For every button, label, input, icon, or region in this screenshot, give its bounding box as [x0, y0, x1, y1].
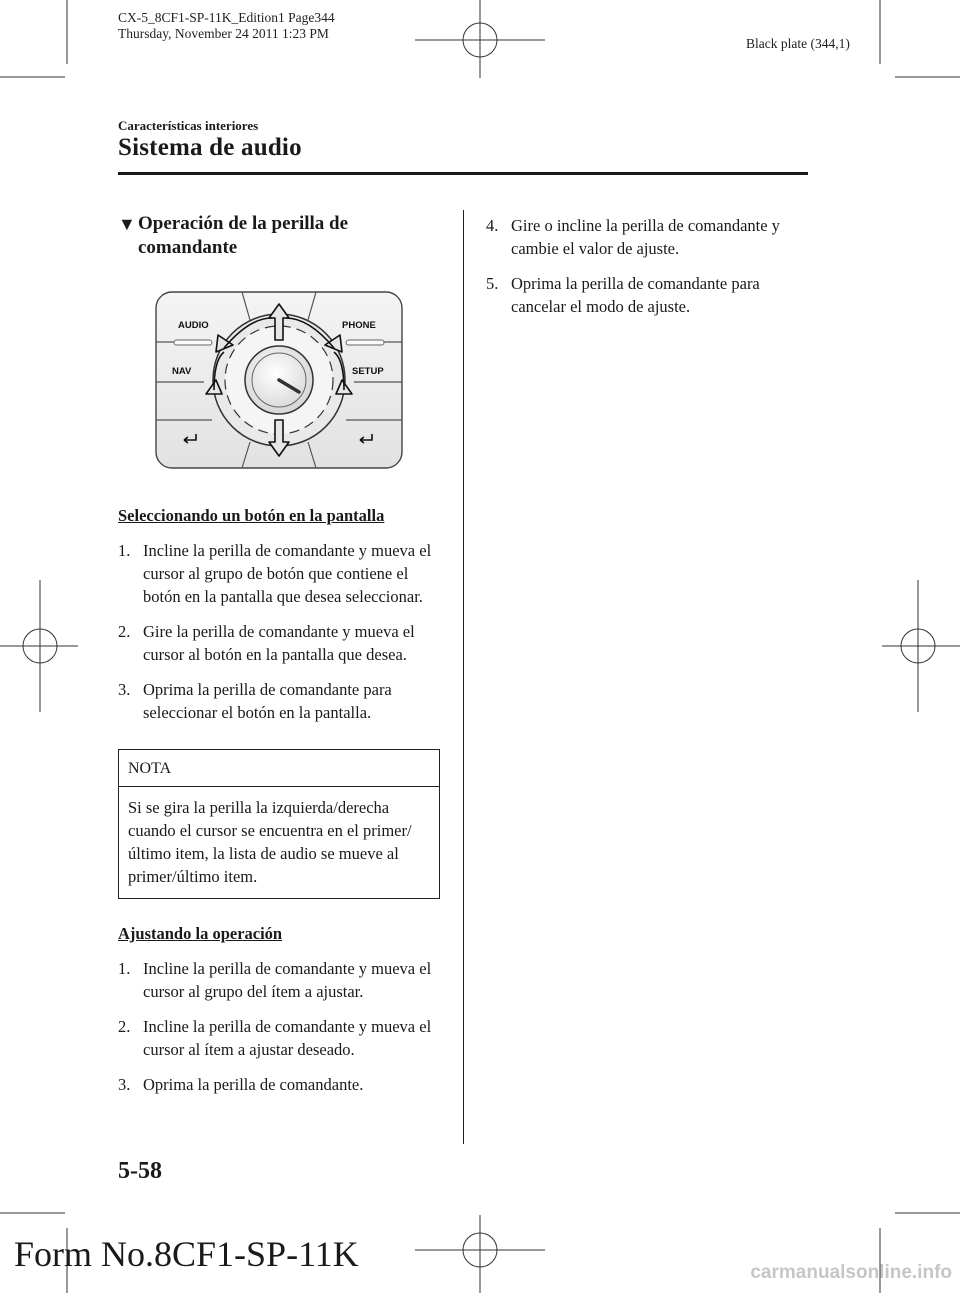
note-title: NOTA [119, 750, 439, 787]
print-header-date: Thursday, November 24 2011 1:23 PM [118, 26, 329, 41]
section-heading-text: Operación de la perilla de comandante [138, 213, 349, 258]
step-text: Incline la perilla de comandante y mueva el cursor al ítem a ajustar deseado. [143, 1017, 432, 1059]
note-body: Si se gira la perilla la izquierda/derecha cuando el cursor se encuentra en el primer/último item, la lista de audio se mueve al primer/último item. [128, 798, 412, 886]
step-text: Incline la perilla de comandante y mueva el cursor al grupo del ítem a ajustar. [143, 959, 432, 1001]
step-text: Incline la perilla de comandante y mueva el cursor al grupo de botón que contiene el botón en la pantalla que desea seleccionar. [143, 541, 432, 606]
column-divider [463, 210, 464, 1144]
print-header [118, 10, 335, 42]
list-item [118, 678, 440, 724]
subheading-adjust: Ajustando la operación [118, 924, 283, 943]
step-number: 3. [118, 680, 131, 699]
list-item [118, 620, 440, 666]
nav-button-label: NAV [172, 366, 192, 377]
setup-button-label: SETUP [352, 366, 384, 377]
page-title: Sistema de audio [118, 134, 302, 161]
step-text: Oprima la perilla de comandante para cancelar el modo de ajuste. [511, 274, 760, 316]
step-number: 1. [118, 959, 131, 978]
print-plate: Black plate (344,1) [746, 36, 850, 51]
list-item [118, 957, 440, 1003]
section-label: Características interiores [118, 118, 259, 133]
list-item [486, 272, 808, 318]
step-number: 3. [118, 1075, 131, 1094]
step-text: Gire o incline la perilla de comandante y cambie el valor de ajuste. [511, 216, 780, 258]
page-number: 5-58 [118, 1158, 162, 1184]
step-number: 2. [118, 622, 131, 641]
down-triangle-icon: ▼ [118, 214, 136, 234]
subheading-select-button: Seleccionando un botón en la pantalla [118, 506, 385, 525]
list-item [118, 1015, 440, 1061]
step-text: Oprima la perilla de comandante. [143, 1075, 364, 1094]
form-number: Form No.8CF1-SP-11K [14, 1234, 359, 1274]
step-number: 4. [486, 216, 499, 235]
note-box [118, 749, 440, 899]
list-item [486, 214, 808, 260]
step-number: 5. [486, 274, 499, 293]
step-text: Oprima la perilla de comandante para seleccionar el botón en la pantalla. [143, 680, 392, 722]
title-rule [118, 172, 808, 175]
right-column [486, 214, 808, 318]
print-header-file: CX-5_8CF1-SP-11K_Edition1 Page344 [118, 10, 335, 25]
step-text: Gire la perilla de comandante y mueva el cursor al botón en la pantalla que desea. [143, 622, 415, 664]
steps-list-adjust-continued [486, 214, 808, 318]
commander-knob-icon [154, 290, 404, 470]
audio-button-label: AUDIO [178, 320, 209, 331]
steps-list-adjust [118, 957, 440, 1096]
left-column [118, 212, 440, 1096]
steps-list-select [118, 539, 440, 724]
section-heading [118, 212, 440, 260]
list-item [118, 539, 440, 608]
watermark: carmanualsonline.info [750, 1262, 952, 1283]
step-number: 2. [118, 1017, 131, 1036]
step-number: 1. [118, 541, 131, 560]
list-item [118, 1073, 440, 1096]
phone-button-label: PHONE [342, 320, 376, 331]
